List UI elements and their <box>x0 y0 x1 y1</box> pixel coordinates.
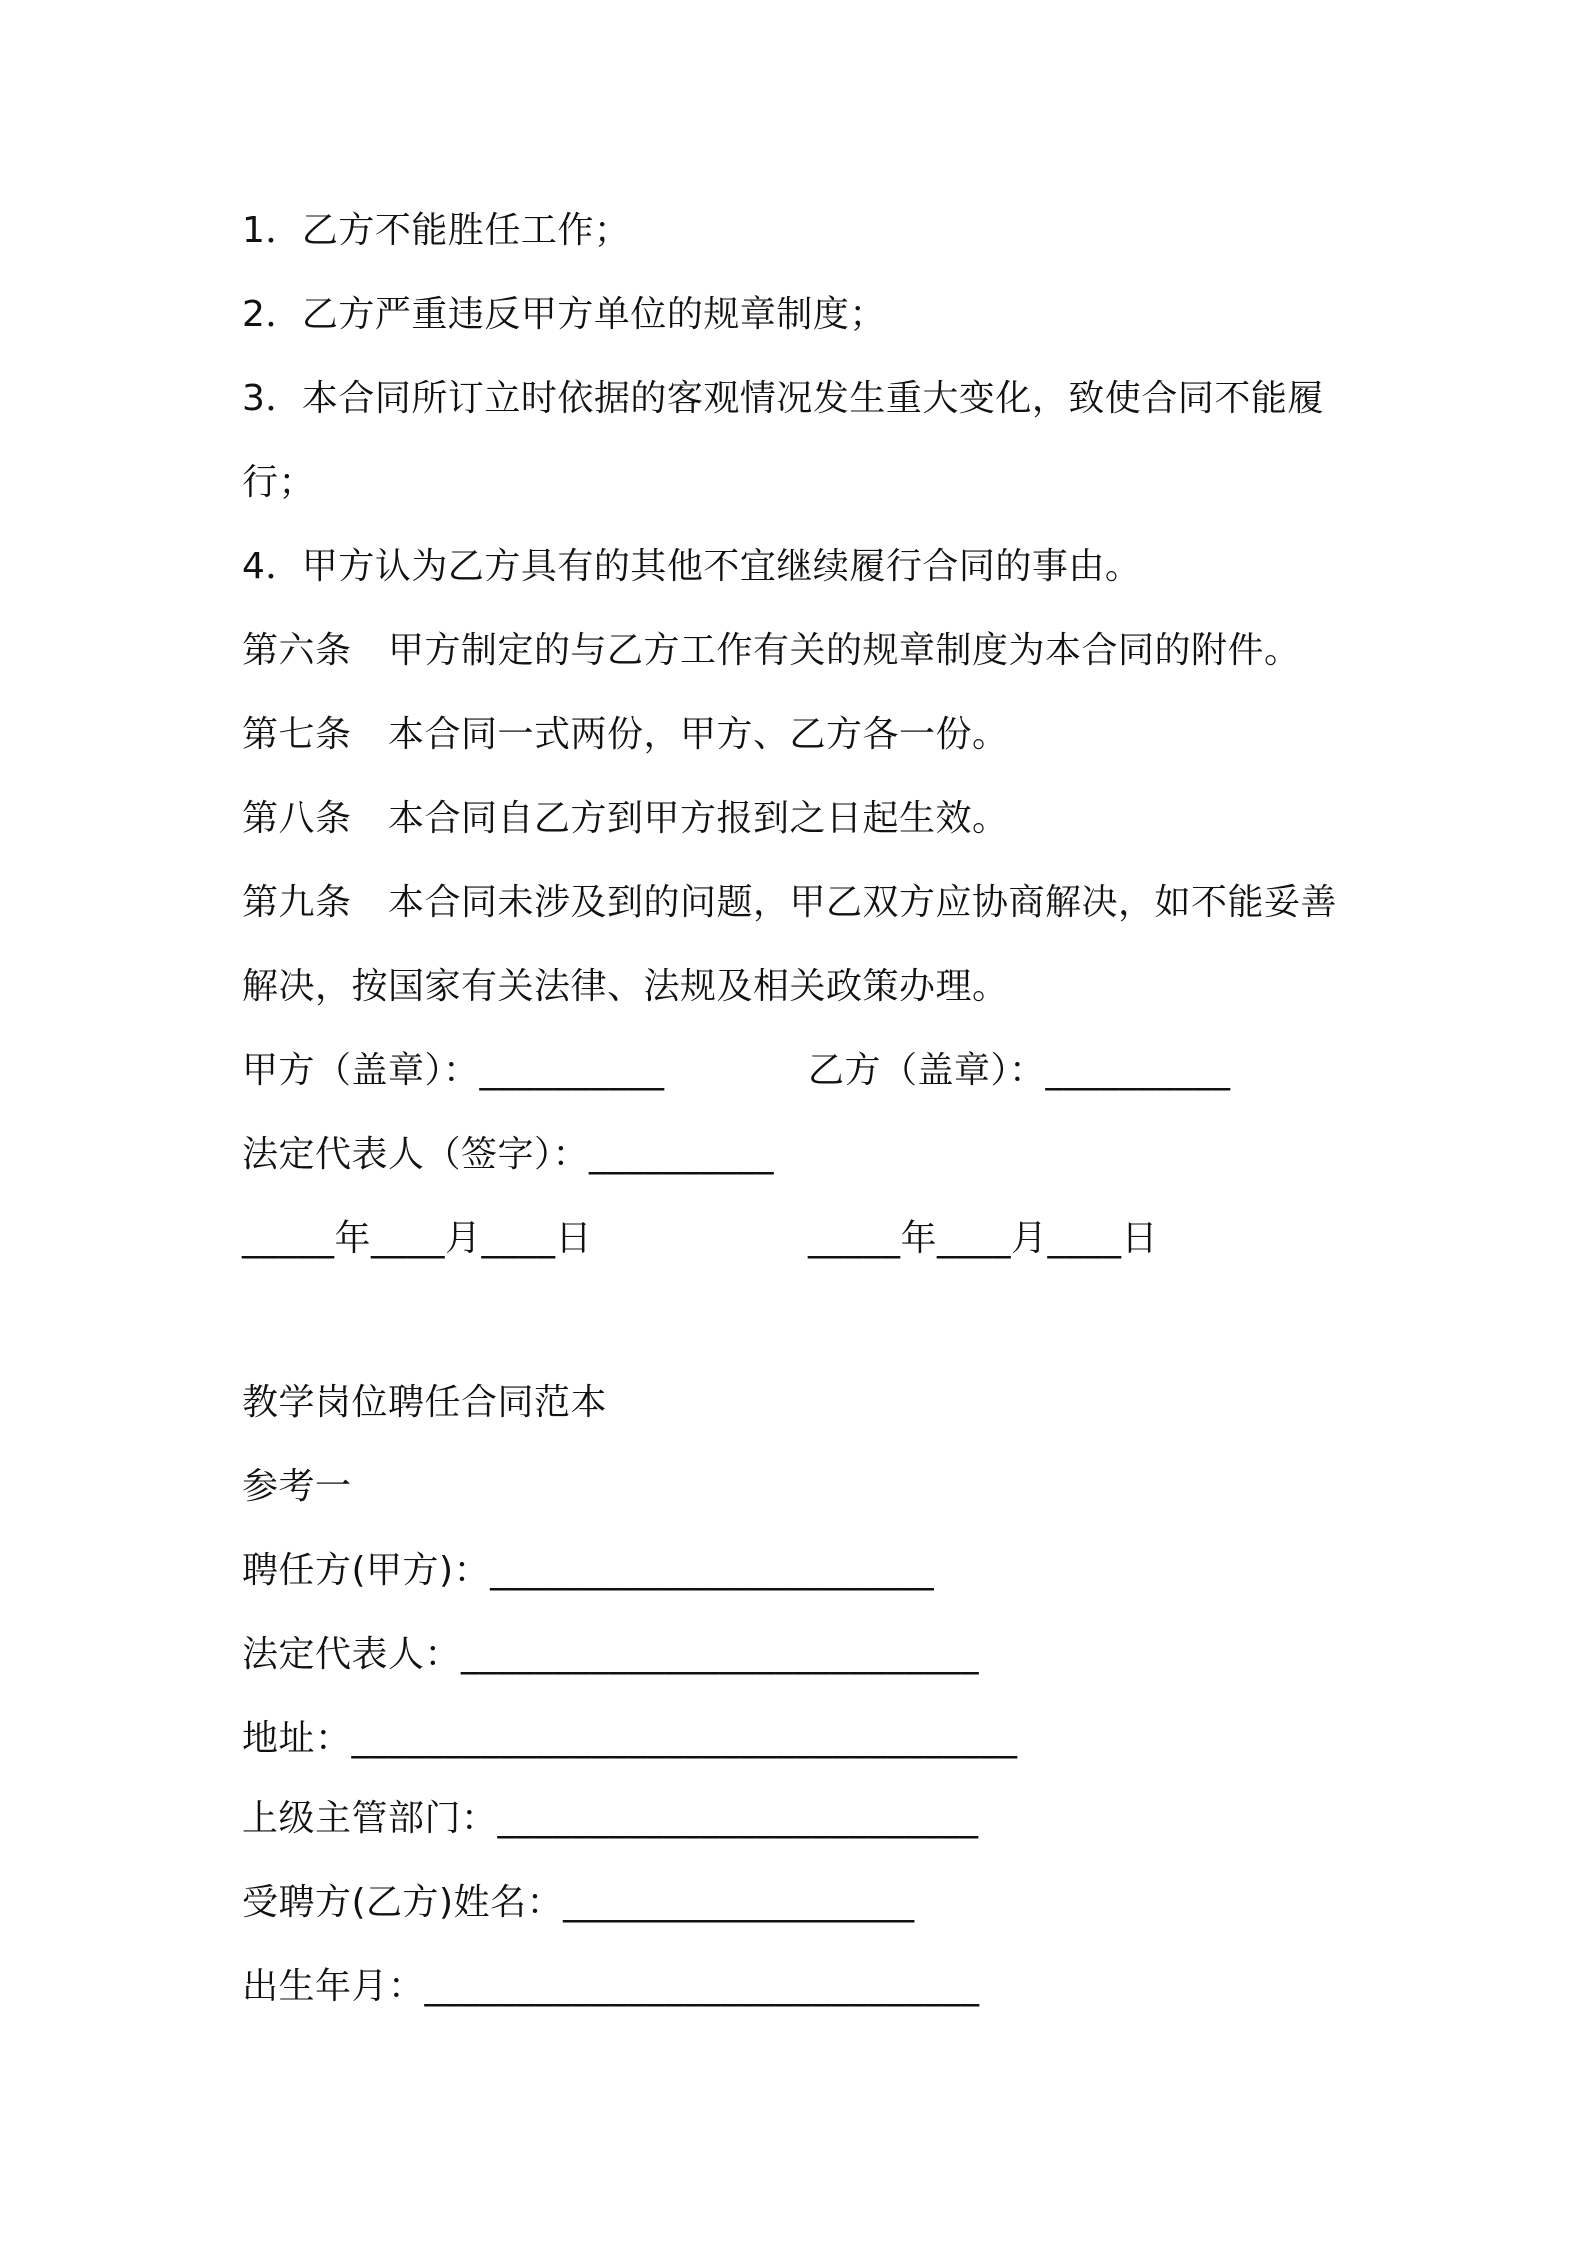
article-9-line2: 解决，按国家有关法律、法规及相关政策办理。 <box>242 966 1009 1007</box>
employer-field: 聘任方(甲方)：________________________ <box>242 1550 935 1591</box>
template-subtitle: 参考一 <box>242 1466 352 1507</box>
party-b-seal-field: 乙方（盖章）：__________ <box>808 1050 1231 1091</box>
clause-item-4: 4．甲方认为乙方具有的其他不宜继续履行合同的事由。 <box>242 546 1142 587</box>
legal-rep-signature-field: 法定代表人（签字）：__________ <box>242 1134 775 1175</box>
clause-item-1: 1．乙方不能胜任工作； <box>242 210 631 251</box>
employee-name-field: 受聘方(乙方)姓名：___________________ <box>242 1882 915 1923</box>
address-field: 地址：____________________________________ <box>242 1718 1018 1759</box>
article-7: 第七条 本合同一式两份，甲方、乙方各一份。 <box>242 714 1009 755</box>
template-title: 教学岗位聘任合同范本 <box>242 1382 608 1423</box>
clause-item-2: 2．乙方严重违反甲方单位的规章制度； <box>242 294 886 335</box>
article-8: 第八条 本合同自乙方到甲方报到之日起生效。 <box>242 798 1009 839</box>
supervisor-dept-field: 上级主管部门：__________________________ <box>242 1798 979 1839</box>
clause-item-3-line2: 行； <box>242 462 316 503</box>
clause-item-3-line1: 3．本合同所订立时依据的客观情况发生重大变化，致使合同不能履 <box>242 378 1324 419</box>
date-field-a: _____年____月____日 <box>242 1218 593 1259</box>
legal-rep-field: 法定代表人：____________________________ <box>242 1634 980 1675</box>
party-a-seal-field: 甲方（盖章）：__________ <box>242 1050 665 1091</box>
date-field-b: _____年____月____日 <box>808 1218 1159 1259</box>
article-9-line1: 第九条 本合同未涉及到的问题，甲乙双方应协商解决，如不能妥善 <box>242 882 1338 923</box>
birth-date-field: 出生年月：______________________________ <box>242 1966 980 2007</box>
article-6: 第六条 甲方制定的与乙方工作有关的规章制度为本合同的附件。 <box>242 630 1301 671</box>
